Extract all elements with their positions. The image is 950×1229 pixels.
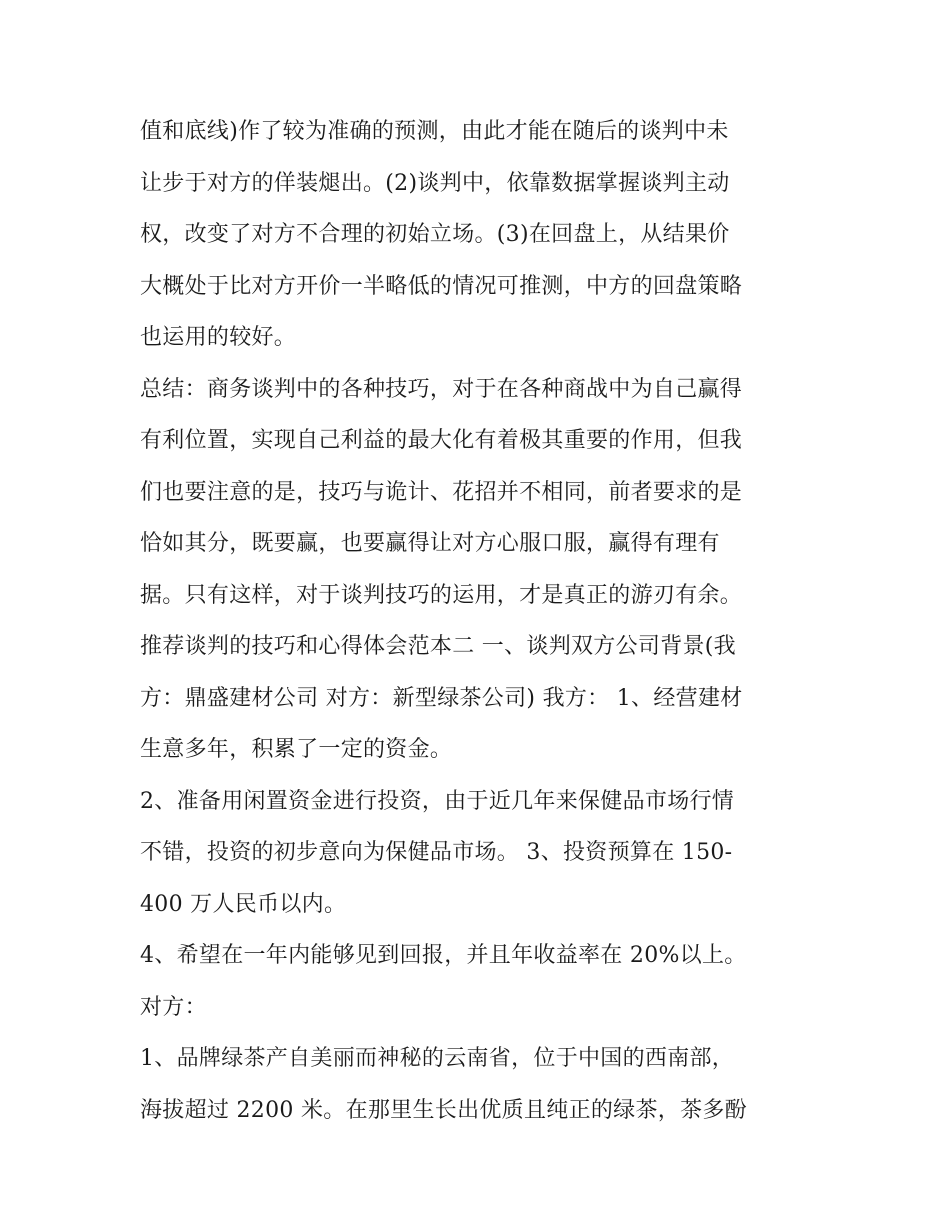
text-line: 推荐谈判的技巧和心得体会范本二 一、谈判双方公司背景(我 (140, 634, 736, 659)
text-line: 据。只有这样，对于谈判技巧的运用，才是真正的游刃有余。 (140, 582, 743, 608)
text-line: 1、品牌绿茶产自美丽而神秘的云南省，位于中国的西南部， (140, 1046, 735, 1071)
text-line: 也运用的较好。 (140, 325, 297, 350)
text-line: 对方： (140, 994, 207, 1020)
text-line: 方：鼎盛建材公司 对方：新型绿茶公司) 我方： 1、经营建材 (140, 685, 743, 711)
text-line: 有利位置，实现自己利益的最大化有着极其重要的作用，但我 (140, 428, 743, 453)
text-line: 海拔超过 2200 米。在那里生长出优质且纯正的绿茶，茶多酚 (140, 1097, 747, 1123)
text-line: 大概处于比对方开价一半略低的情况可推测，中方的回盘策略 (140, 273, 743, 299)
text-line: 2、准备用闲置资金进行投资，由于近几年来保健品市场行情 (140, 788, 735, 814)
text-line: 权，改变了对方不合理的初始立场。(3)在回盘上，从结果价 (140, 222, 730, 247)
text-line: 4、希望在一年内能够见到回报，并且年收益率在 20%以上。 (140, 943, 747, 968)
document-body (140, 106, 820, 1136)
text-line: 让步于对方的佯装煺出。(2)谈判中，依靠数据掌握谈判主动 (140, 170, 730, 196)
text-line: 总结：商务谈判中的各种技巧，对于在各种商战中为自己赢得 (140, 376, 743, 402)
text-line: 们也要注意的是，技巧与诡计、花招并不相同，前者要求的是 (140, 479, 743, 505)
text-line: 恰如其分，既要赢，也要赢得让对方心服口服，赢得有理有 (140, 531, 720, 556)
text-line: 生意多年，积累了一定的资金。 (140, 737, 453, 762)
text-line: 400 万人民币以内。 (140, 891, 347, 917)
text-line: 不错，投资的初步意向为保健品市场。 3、投资预算在 150- (140, 840, 733, 865)
text-line: 值和底线)作了较为准确的预测，由此才能在随后的谈判中未 (140, 119, 729, 144)
